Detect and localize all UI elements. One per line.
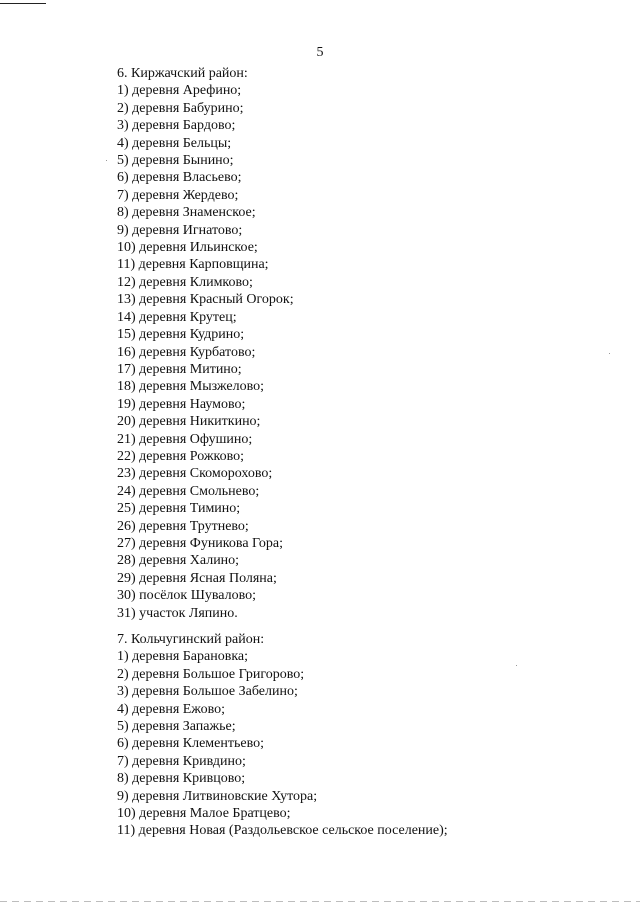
top-edge-rule — [0, 3, 46, 4]
list-item: 6) деревня Клементьево; — [117, 736, 264, 752]
section-heading: 6. Киржачский район: — [117, 66, 248, 81]
list-item: 14) деревня Крутец; — [117, 309, 237, 325]
list-item: 29) деревня Ясная Поляна; — [117, 570, 277, 586]
scan-speck — [516, 665, 517, 666]
list-item: 12) деревня Климково; — [117, 274, 253, 290]
settlement-list — [117, 648, 448, 839]
list-item: 16) деревня Курбатово; — [117, 344, 256, 360]
list-item: 22) деревня Рожково; — [117, 448, 245, 464]
list-item: 28) деревня Халино; — [117, 553, 240, 569]
list-item: 15) деревня Кудрино; — [117, 327, 245, 343]
district-section-kolchugino — [117, 631, 448, 840]
list-item: 9) деревня Игнатово; — [117, 222, 243, 238]
list-item: 17) деревня Митино; — [117, 361, 242, 377]
page-number: 5 — [316, 45, 324, 60]
settlement-list — [117, 82, 294, 622]
list-item: 7) деревня Кривдино; — [117, 753, 246, 769]
list-item: 5) деревня Запажье; — [117, 719, 236, 735]
list-item: 31) участок Ляпино. — [117, 605, 238, 621]
list-item: 10) деревня Малое Братцево; — [117, 806, 291, 822]
list-item: 2) деревня Бабурино; — [117, 100, 244, 116]
list-item: 25) деревня Тимино; — [117, 501, 241, 517]
list-item: 24) деревня Смольнево; — [117, 483, 260, 499]
list-item: 11) деревня Новая (Раздольевское сельское поселение); — [117, 823, 448, 839]
list-item: 8) деревня Кривцово; — [117, 771, 246, 787]
list-item: 30) посёлок Шувалово; — [117, 588, 256, 604]
list-item: 13) деревня Красный Огорок; — [117, 292, 294, 308]
list-item: 6) деревня Власьево; — [117, 170, 242, 186]
list-item: 10) деревня Ильинское; — [117, 240, 258, 256]
list-item: 2) деревня Большое Григорово; — [117, 666, 305, 682]
list-item: 23) деревня Скоморохово; — [117, 466, 273, 482]
list-item: 5) деревня Бынино; — [117, 153, 234, 169]
list-item: 20) деревня Никиткино; — [117, 414, 261, 430]
scan-speck — [106, 160, 107, 161]
list-item: 9) деревня Литвиновские Хутора; — [117, 788, 318, 804]
list-item: 4) деревня Бельцы; — [117, 135, 232, 151]
list-item: 4) деревня Ежово; — [117, 701, 226, 717]
bottom-scan-edge — [0, 901, 640, 902]
list-item: 1) деревня Арефино; — [117, 83, 242, 99]
list-item: 3) деревня Бардово; — [117, 118, 236, 134]
list-item: 8) деревня Знаменское; — [117, 205, 256, 221]
list-item: 3) деревня Большое Забелино; — [117, 684, 298, 700]
list-item: 27) деревня Фуникова Гора; — [117, 535, 283, 551]
section-heading: 7. Кольчугинский район: — [117, 632, 265, 647]
list-item: 11) деревня Карповщина; — [117, 257, 269, 273]
list-item: 1) деревня Барановка; — [117, 649, 249, 665]
district-section-kirzhach — [117, 65, 294, 622]
list-item: 18) деревня Мызжелово; — [117, 379, 264, 395]
list-item: 7) деревня Жердево; — [117, 187, 239, 203]
scan-speck — [609, 353, 610, 354]
list-item: 26) деревня Трутнево; — [117, 518, 249, 534]
list-item: 19) деревня Наумово; — [117, 396, 246, 412]
list-item: 21) деревня Офушино; — [117, 431, 253, 447]
